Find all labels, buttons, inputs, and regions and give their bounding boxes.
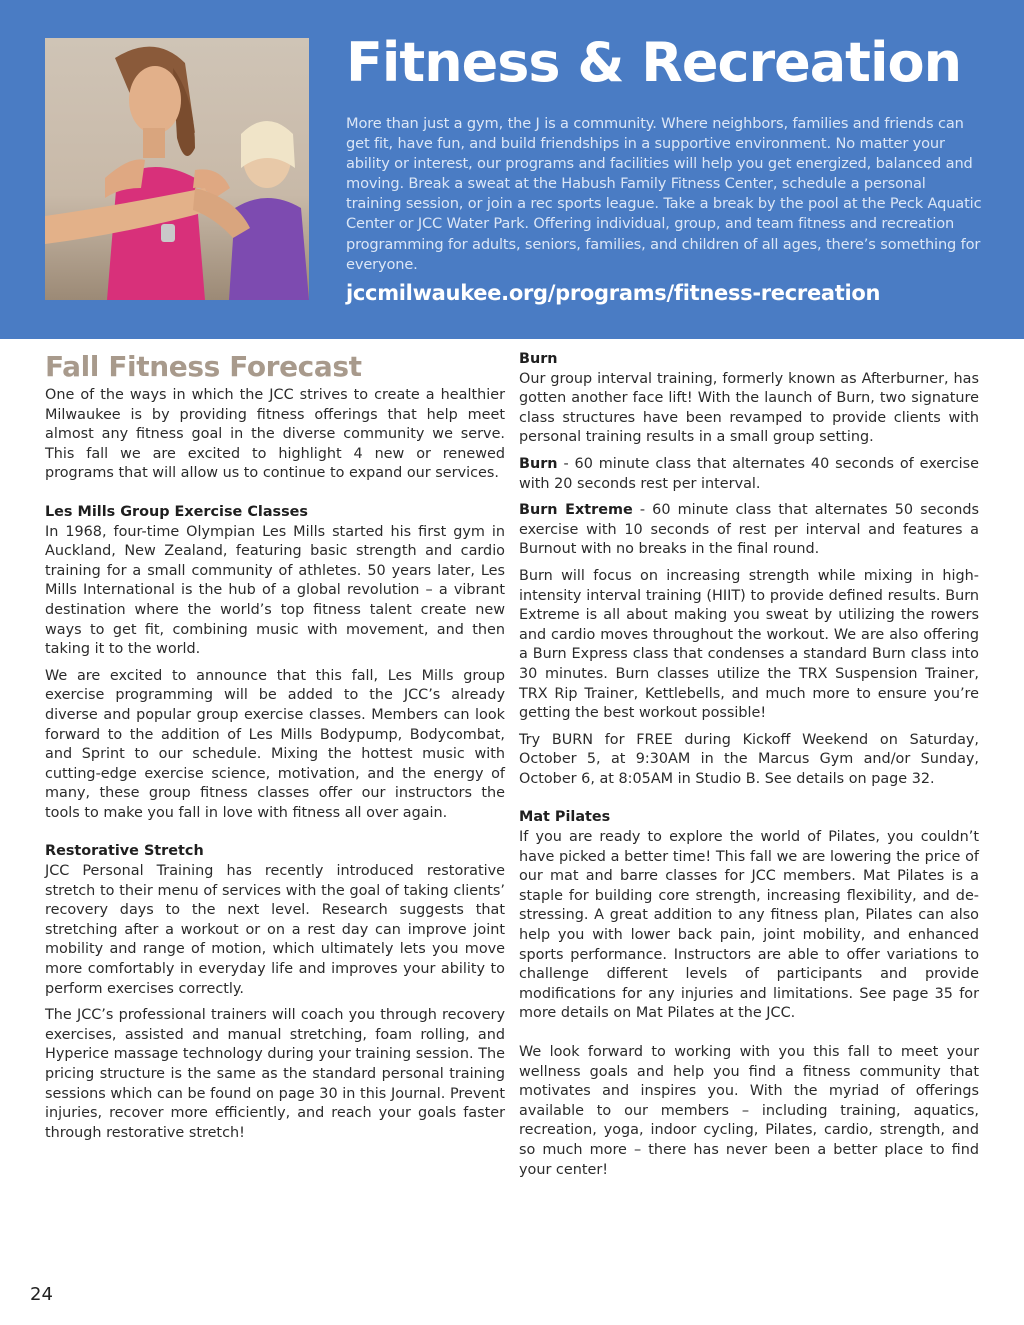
fitness-class-photo <box>45 38 309 300</box>
burn-class-details: - 60 minute class that alternates 40 seconds of exercise with 20 seconds rest per interval. <box>519 455 979 492</box>
burn-class-description <box>519 455 979 494</box>
restorative-stretch-paragraph-2: The JCC’s professional trainers will coach you through recovery exercises, assisted and manual stretching, foam rolling, and Hyperice massage technology during your training session. The pricing structure is the same as the standard personal training sessions which can be found on page 30 in this Journal. Prevent injuries, recover more efficiently, and reach your goals faster through restorative stretch! <box>45 1007 505 1141</box>
restorative-stretch-paragraph-1: JCC Personal Training has recently introduced restorative stretch to their menu of services with the goal of taking clients’ recovery days to the next level. Research suggests that stretching after a workout or on a rest day can improve joint mobility and range of motion, which ultimately lets you move more comfortably in everyday life and improves your ability to perform exercises correctly. <box>45 863 505 997</box>
photo-illustration <box>45 38 309 300</box>
burn-paragraph-1: Our group interval training, formerly known as Afterburner, has gotten another face lift! With the launch of Burn, two signature class structures have been revamped to provide clients with personal training results in a small group setting. <box>519 370 979 446</box>
les-mills-paragraph-1: In 1968, four-time Olympian Les Mills started his first gym in Auckland, New Zealand, featuring basic strength and cardio training for a small community of athletes. 50 years later, Les Mills International is the hub of a global revolution – a vibrant destination where the world’s top fitness talent create new ways to get fit, combining music with movement, and then taking it to the world. <box>45 523 505 658</box>
right-column <box>519 350 979 1187</box>
burn-extreme-label: Burn Extreme <box>519 502 633 519</box>
burn-heading: Burn <box>519 351 558 367</box>
intro-paragraph: More than just a gym, the J is a community. Where neighbors, families and friends can get fit, have fun, and build friendships in a supportive environment. No matter your ability or interest, our programs and facilities will help you get energized, balanced and moving. Break a sweat at the Habush Family Fitness Center, schedule a personal training session, or join a rec sports league. Take a break by the pool at the Peck Aquatic Center or JCC Water Park. Offering individual, group, and team fitness and recreation programming for adults, seniors, families, and children of all ages, there’s something for everyone. <box>346 115 982 273</box>
program-url-link[interactable]: jccmilwaukee.org/programs/fitness-recreation <box>346 281 881 305</box>
forecast-paragraph: One of the ways in which the JCC strives to create a healthier Milwaukee is by providing fitness offerings that help meet almost any fitness goal in the diverse community we serve. This fall we are excited to highlight 4 new or renewed programs that will allow us to continue to expand our services. <box>45 387 505 482</box>
left-column <box>45 350 505 1150</box>
burn-paragraph-3: Try BURN for FREE during Kickoff Weekend on Saturday, October 5, at 9:30AM in the Marcus Gym and/or Sunday, October 6, at 8:05AM in Studio B. See details on page 32. <box>519 731 979 787</box>
closing-paragraph: We look forward to working with you this fall to meet your wellness goals and help you find a fitness community that motivates and inspires you. With the myriad of offerings available to our members – including training, aquatics, recreation, yoga, indoor cycling, Pilates, cardio, strength, and so much more – there has never been a better place to find your center! <box>519 1044 979 1178</box>
header-banner <box>0 0 1024 339</box>
burn-label: Burn <box>519 455 558 472</box>
les-mills-heading: Les Mills Group Exercise Classes <box>45 503 308 520</box>
mat-pilates-heading: Mat Pilates <box>519 809 611 826</box>
mat-pilates-paragraph: If you are ready to explore the world of Pilates, you couldn’t have picked a better time! This fall we are lowering the price of our mat and barre classes for JCC members. Mat Pilates is a staple for building core strength, increasing flexibility, and de-stressing. A great addition to any fitness plan, Pilates can also help you with lower back pain, joint mobility, and enhanced sports performance. Instructors are able to offer variations to challenge different levels of participants and provide modifications for any injuries and limitations. See page 35 for more details on Mat Pilates at the JCC. <box>519 829 979 1022</box>
burn-extreme-details: - 60 minute class that alternates 50 seconds exercise with 10 seconds of rest per interval and features a Burnout with no breaks in the final round. <box>519 502 980 558</box>
burn-paragraph-2: Burn will focus on increasing strength while mixing in high-intensity interval training (HIIT) to provide defined results. Burn Extreme is all about making you sweat by utilizing the rowers and cardio moves throughout the workout. We are also offering a Burn Express class that condenses a standard Burn class into 30 minutes. Burn classes utilize the TRX Suspension Trainer, TRX Rip Trainer, Kettlebells, and much more to ensure you’re getting the best workout possible! <box>519 567 979 722</box>
page-title: Fitness & Recreation <box>346 31 962 94</box>
restorative-stretch-heading: Restorative Stretch <box>45 843 204 860</box>
les-mills-paragraph-2: We are excited to announce that this fall, Les Mills group exercise programming will be added to the JCC’s already diverse and popular group exercise classes. Members can look forward to the addition of Les Mills Bodypump, Bodycombat, and Sprint to our schedule. Mixing the hottest music with cutting-edge exercise science, motivation, and the energy of many, these group fitness classes offer our instructors the tools to make you fall in love with fitness all over again. <box>45 667 505 821</box>
page-number: 24 <box>30 1284 53 1305</box>
section-heading-fall-fitness-forecast: Fall Fitness Forecast <box>45 350 362 383</box>
burn-extreme-description <box>519 501 979 560</box>
